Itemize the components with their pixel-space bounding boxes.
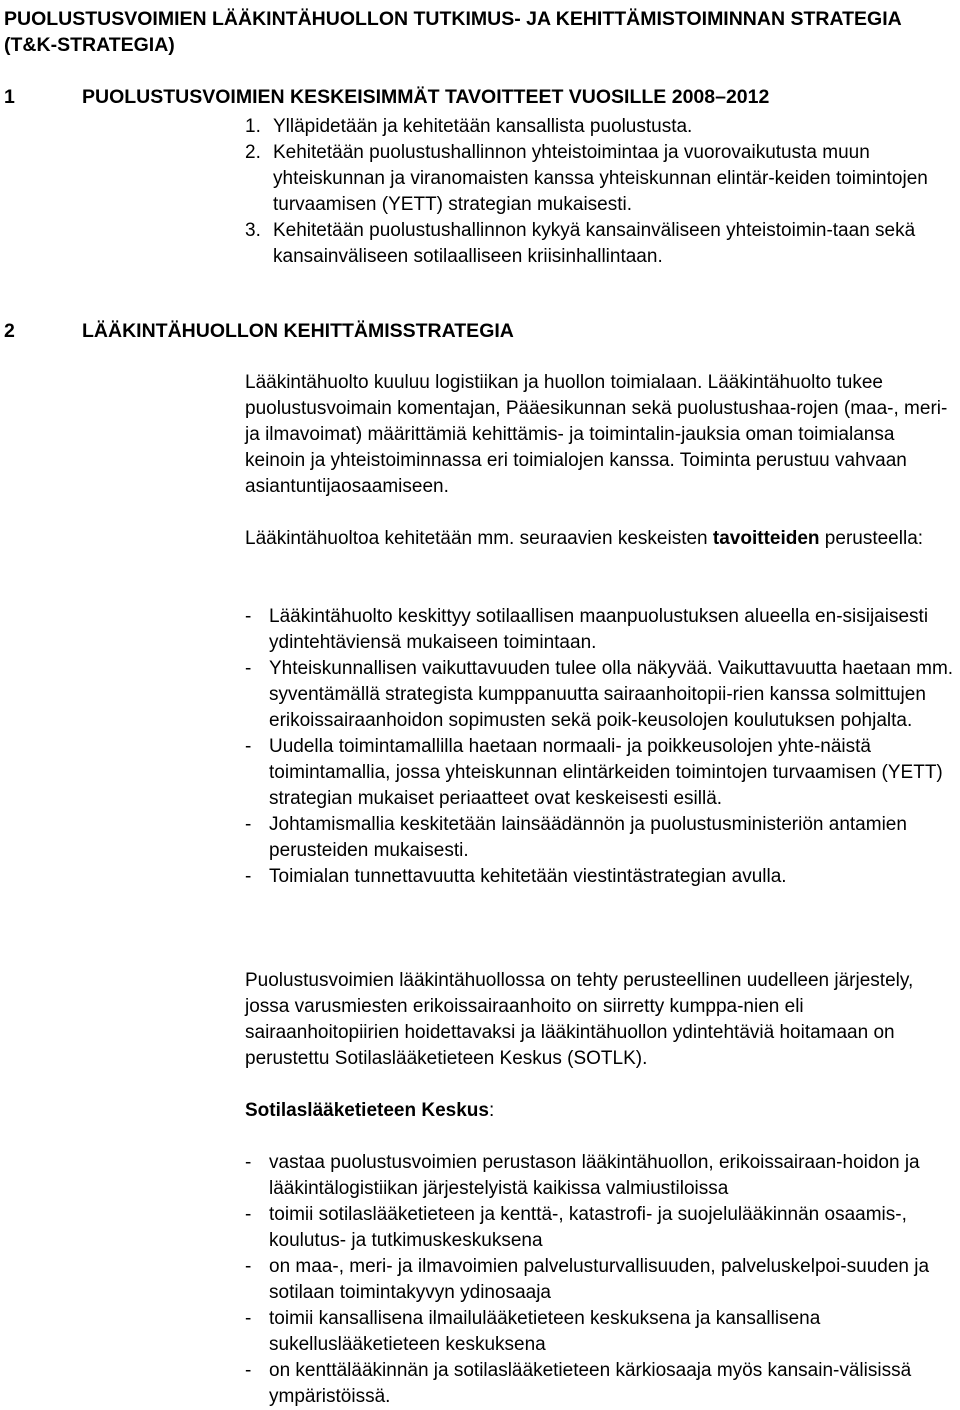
sotlk-duties-list <box>245 1150 960 1410</box>
goals-lead-text: Lääkintähuoltoa kehitetään mm. seuraavien keskeisten <box>245 528 713 549</box>
list-number: 3. <box>245 220 261 241</box>
list-text: on maa-, meri- ja ilmavoimien palvelusturvallisuuden, palveluskelpoi-suuden ja sotilaan toimintakyvyn ydinosaaja <box>269 1256 930 1303</box>
sotlk-heading: Sotilaslääketieteen Keskus <box>245 1100 489 1121</box>
list-item <box>245 1202 960 1254</box>
dash-bullet: - <box>245 606 252 627</box>
list-item <box>245 1150 960 1202</box>
reorganization-paragraph: Puolustusvoimien lääkintähuollossa on tehty perusteellinen uudelleen järjestely, jossa varusmiesten erikoissairaanhoito on siirretty kumppa-nien eli sairaanhoitopiirien hoidettavaksi ja lääkintähuollon ydintehtäviä hoitamaan on perustettu Sotilaslääketieteen Keskus (SOTLK). <box>245 970 914 1069</box>
list-number: 2. <box>245 142 261 163</box>
dash-bullet: - <box>245 1152 252 1173</box>
section-1-heading <box>4 84 769 110</box>
dash-bullet: - <box>245 866 252 887</box>
section-2-title: LÄÄKINTÄHUOLLON KEHITTÄMISSTRATEGIA <box>82 320 514 342</box>
dash-bullet: - <box>245 1204 252 1225</box>
list-item <box>245 734 960 812</box>
list-item <box>245 864 960 890</box>
list-item <box>245 656 960 734</box>
list-text: Yhteiskunnallisen vaikuttavuuden tulee olla näkyvää. Vaikuttavuutta haetaan mm. syventämällä strategista kumppanuutta sairaanhoitopii-rien kanssa solmittujen erikoissairaanhoidon sopimusten sekä poik-keusolojen koulutuksen pohjalta. <box>269 658 954 731</box>
intro-paragraph: Lääkintähuolto kuuluu logistiikan ja huollon toimialaan. Lääkintähuolto tukee puolustusvoimain komentajan, Pääesikunnan sekä puolustushaa-rojen (maa-, meri- ja ilmavoimat) määrittämiä kehittämis- ja toimintalin-jauksia oman toimialansa keinoin ja yhteistoiminnassa eri toimialojen kanssa. Toiminta perustuu vahvaan asiantuntijaosaamiseen. <box>245 372 948 497</box>
list-text: Toimialan tunnettavuutta kehitetään viestintästrategian avulla. <box>269 866 787 887</box>
list-text: on kenttälääkinnän ja sotilaslääketieteen kärkiosaaja myös kansain-välisissä ympäristöissä. <box>269 1360 912 1407</box>
list-text: toimii kansallisena ilmailulääketieteen keskuksena ja kansallisena sukelluslääketieteen keskuksena <box>269 1308 821 1355</box>
section-2-heading <box>4 318 514 344</box>
list-item <box>245 218 960 270</box>
list-item <box>245 114 960 140</box>
dash-bullet: - <box>245 736 252 757</box>
goals-lead-text-end: perusteella: <box>819 528 924 549</box>
dash-bullet: - <box>245 1256 252 1277</box>
goals-list <box>245 604 960 890</box>
list-item <box>245 1254 960 1306</box>
goals-lead-paragraph <box>245 526 957 552</box>
list-text: vastaa puolustusvoimien perustason lääkintähuollon, erikoissairaan-hoidon ja lääkintälogistiikan järjestelyistä kaikissa valmiustiloissa <box>269 1152 920 1199</box>
goals-lead-bold: tavoitteiden <box>712 528 820 549</box>
section-1-title: PUOLUSTUSVOIMIEN KESKEISIMMÄT TAVOITTEET VUOSILLE 2008–2012 <box>82 86 770 108</box>
section-2-number: 2 <box>4 320 15 342</box>
list-number: 1. <box>245 116 261 137</box>
list-text: Kehitetään puolustushallinnon yhteistoimintaa ja vuorovaikutusta muun yhteiskunnan ja viranomaisten kanssa yhteiskunnan elintär-keiden toimintojen turvaamisen (YETT) strategian mukaisesti. <box>273 142 928 215</box>
dash-bullet: - <box>245 814 252 835</box>
list-text: Ylläpidetään ja kehitetään kansallista puolustusta. <box>273 116 693 137</box>
dash-bullet: - <box>245 658 252 679</box>
list-text: Lääkintähuolto keskittyy sotilaallisen maanpuolustuksen alueella en-sisijaisesti ydintehtäviensä mukaiseen toimintaan. <box>269 606 929 653</box>
list-item <box>245 1306 960 1358</box>
sotlk-heading-colon: : <box>488 1100 495 1121</box>
section-1-number: 1 <box>4 86 15 108</box>
list-item <box>245 140 960 218</box>
dash-bullet: - <box>245 1308 252 1329</box>
section-1-goals-list <box>245 114 960 270</box>
dash-bullet: - <box>245 1360 252 1381</box>
sotlk-heading-line <box>245 1098 957 1124</box>
list-item <box>245 1358 960 1410</box>
list-text: toimii sotilaslääketieteen ja kenttä-, katastrofi- ja suojelulääkinnän osaamis-, koulutus- ja tutkimuskeskuksena <box>269 1204 907 1251</box>
list-text: Johtamismallia keskitetään lainsäädännön ja puolustusministeriön antamien perusteiden mukaisesti. <box>269 814 907 861</box>
list-item <box>245 604 960 656</box>
document-title: PUOLUSTUSVOIMIEN LÄÄKINTÄHUOLLON TUTKIMUS- JA KEHITTÄMISTOIMINNAN STRATEGIA (T&K-STRATEGIA) <box>4 8 901 56</box>
list-text: Uudella toimintamallilla haetaan normaali- ja poikkeusolojen yhte-näistä toimintamallia, jossa yhteiskunnan elintärkeiden toimintojen turvaamisen (YETT) strategian mukaiset periaatteet ovat keskeisesti esillä. <box>269 736 943 809</box>
list-item <box>245 812 960 864</box>
list-text: Kehitetään puolustushallinnon kykyä kansainväliseen yhteistoimin-taan sekä kansainväliseen sotilaalliseen kriisinhallintaan. <box>273 220 916 267</box>
